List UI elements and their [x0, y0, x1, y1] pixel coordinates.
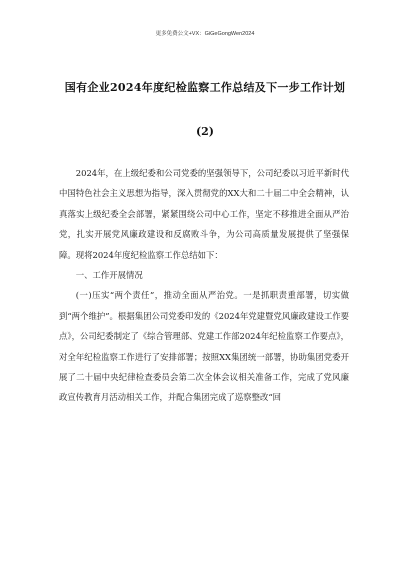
intro-paragraph: 2024年，在上级纪委和公司党委的坚强领导下，公司纪委以习近平新时代中国特色社会主义思想为指导，深入贯彻党的XX大和二十届二中全会精神，认真落实上级纪委全会部署，紧紧围绕公司中心工作，坚定不移推进全面从严治党，扎实开展党风廉政建设和反腐败斗争，为公司高质量发展提供了坚强保障。现将2024年度纪检监察工作总结如下： — [59, 168, 349, 260]
document-body — [59, 163, 349, 408]
document-title: 国有企业2024年度纪检监察工作总结及下一步工作计划 — [64, 81, 346, 94]
section-paragraph: (一)压实“两个责任”，推动全面从严治党。一是抓职责重部署，切实做到“两个维护”。根据集团公司党委印发的《2024年党建暨党风廉政建设工作要点》，公司纪委制定了《综合管理部、党建工作部2024年纪检监察工作要点》，对全年纪检监察工作进行了安排部署；按照XX集团统一部署，协助集团党委开展了二十届中央纪律检查委员会第二次全体会议相关准备工作，完成了党风廉政宣传教育月活动相关工作，并配合集团完成了巡察整改“回 — [59, 290, 349, 403]
header-note: 更多免费公文+VX：GiGeGongWen2024 — [155, 31, 255, 37]
document-subtitle: (2) — [195, 125, 215, 138]
section-heading: 一、工作开展情况 — [75, 270, 143, 281]
